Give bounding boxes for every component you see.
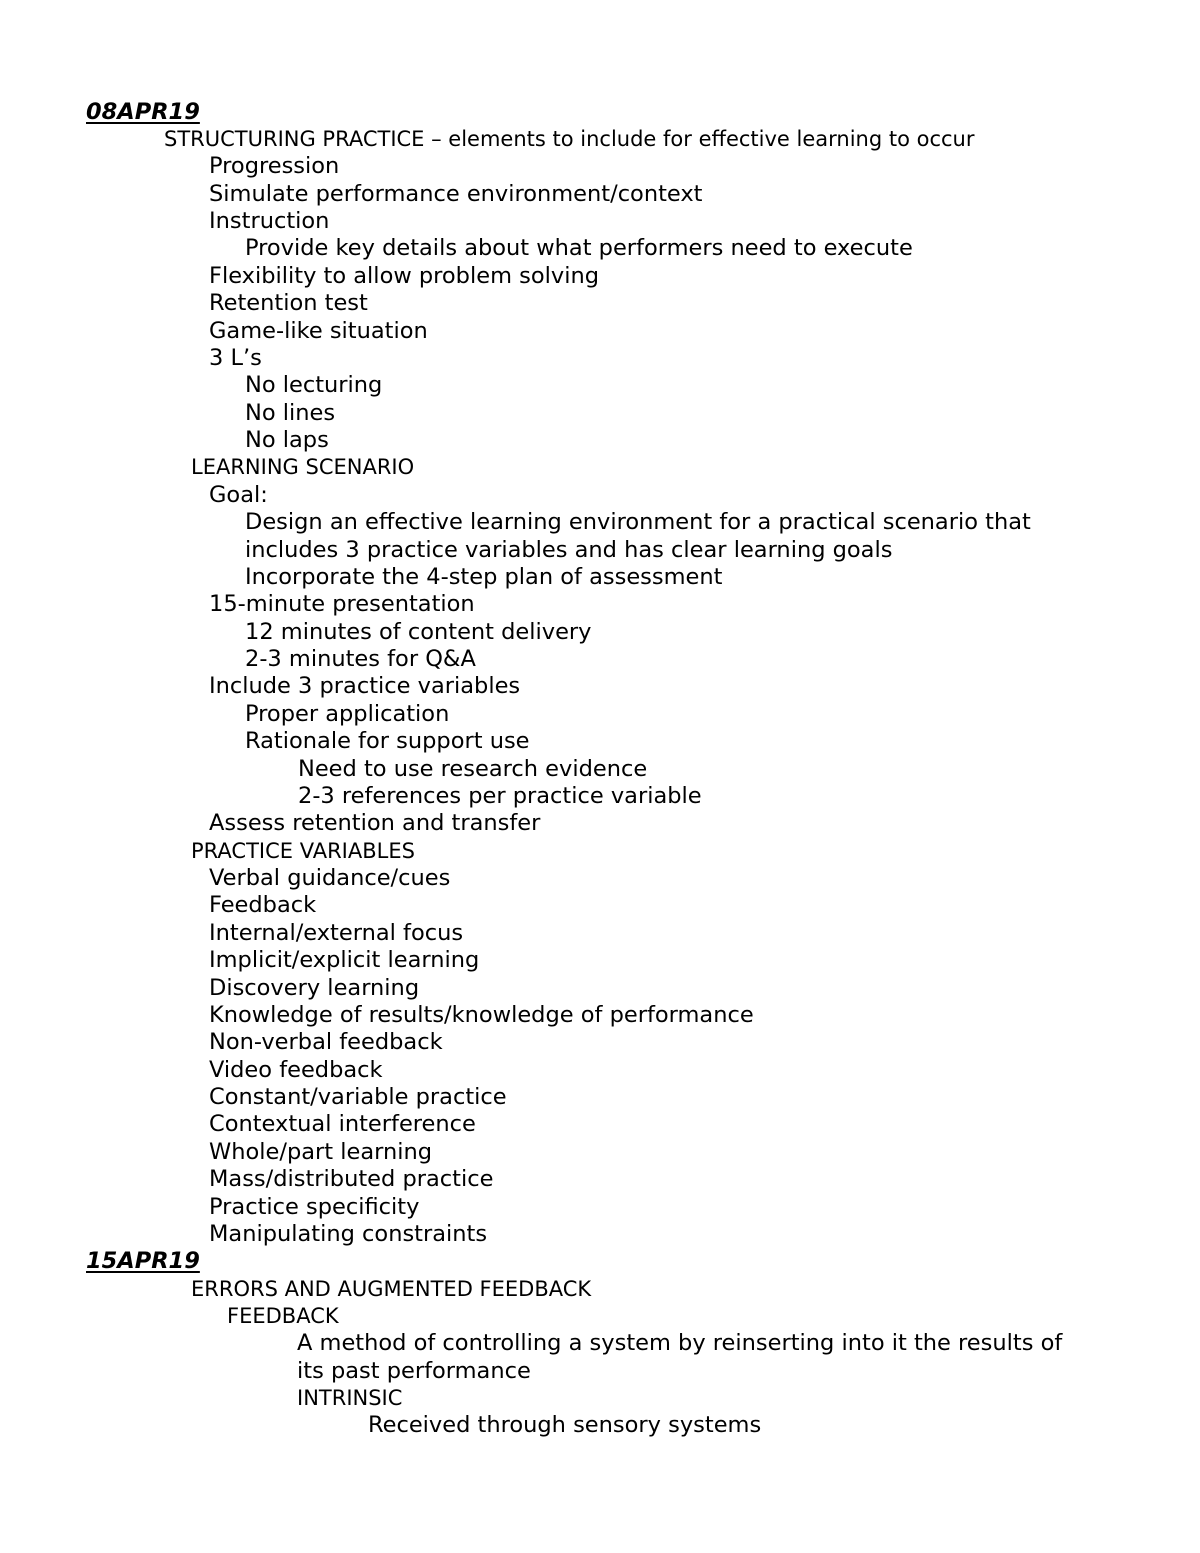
list-text: Provide key details about what performers need to execute bbox=[245, 235, 913, 261]
list-text: 2-3 references per practice variable bbox=[298, 783, 702, 809]
list-text: 15-minute presentation bbox=[209, 591, 475, 617]
list-text: LEARNING SCENARIO bbox=[191, 455, 415, 479]
list-text: Knowledge of results/knowledge of performance bbox=[209, 1002, 754, 1028]
list-text: Game-like situation bbox=[209, 318, 428, 344]
list-text: No lecturing bbox=[245, 372, 383, 398]
list-text: A method of controlling a system by reinserting into it the results of bbox=[297, 1330, 1063, 1356]
list-text: Video feedback bbox=[209, 1057, 383, 1083]
list-text: 12 minutes of content delivery bbox=[245, 619, 592, 645]
list-text: Need to use research evidence bbox=[298, 756, 648, 782]
date-heading: 08APR19 bbox=[86, 99, 200, 125]
list-text: Practice specificity bbox=[209, 1194, 420, 1220]
date-heading: 15APR19 bbox=[86, 1248, 200, 1274]
list-text: Internal/external focus bbox=[209, 920, 464, 946]
list-text: Manipulating constraints bbox=[209, 1221, 488, 1247]
list-text: Discovery learning bbox=[209, 975, 420, 1001]
list-text: Mass/distributed practice bbox=[209, 1166, 494, 1192]
list-text: Simulate performance environment/context bbox=[209, 181, 703, 207]
list-text: FEEDBACK bbox=[227, 1304, 339, 1328]
list-text: Design an effective learning environment for a practical scenario that bbox=[245, 509, 1031, 535]
list-text: 3 L’s bbox=[209, 345, 262, 371]
list-text: its past performance bbox=[297, 1358, 531, 1384]
list-text: STRUCTURING PRACTICE – elements to include for effective learning to occur bbox=[164, 127, 975, 151]
list-text: Incorporate the 4-step plan of assessment bbox=[245, 564, 723, 590]
list-text: PRACTICE VARIABLES bbox=[191, 839, 415, 863]
list-text: Proper application bbox=[245, 701, 450, 727]
list-text: includes 3 practice variables and has clear learning goals bbox=[245, 537, 893, 563]
list-text: Non-verbal feedback bbox=[209, 1029, 443, 1055]
list-text: Verbal guidance/cues bbox=[209, 865, 451, 891]
list-text: Flexibility to allow problem solving bbox=[209, 263, 599, 289]
list-text: Include 3 practice variables bbox=[209, 673, 521, 699]
list-text: Goal: bbox=[209, 482, 268, 508]
list-text: No lines bbox=[245, 400, 336, 426]
list-text: INTRINSIC bbox=[297, 1386, 403, 1410]
list-text: No laps bbox=[245, 427, 329, 453]
list-text: Rationale for support use bbox=[245, 728, 530, 754]
list-text: ERRORS AND AUGMENTED FEEDBACK bbox=[191, 1277, 592, 1301]
list-text: Progression bbox=[209, 153, 340, 179]
list-text: Whole/part learning bbox=[209, 1139, 433, 1165]
list-text: Constant/variable practice bbox=[209, 1084, 507, 1110]
list-text: Contextual interference bbox=[209, 1111, 476, 1137]
list-text: Assess retention and transfer bbox=[209, 810, 541, 836]
list-text: 2-3 minutes for Q&A bbox=[245, 646, 476, 672]
list-text: Retention test bbox=[209, 290, 368, 316]
list-text: Instruction bbox=[209, 208, 330, 234]
list-text: Implicit/explicit learning bbox=[209, 947, 480, 973]
list-text: Received through sensory systems bbox=[368, 1412, 762, 1438]
list-text: Feedback bbox=[209, 892, 317, 918]
